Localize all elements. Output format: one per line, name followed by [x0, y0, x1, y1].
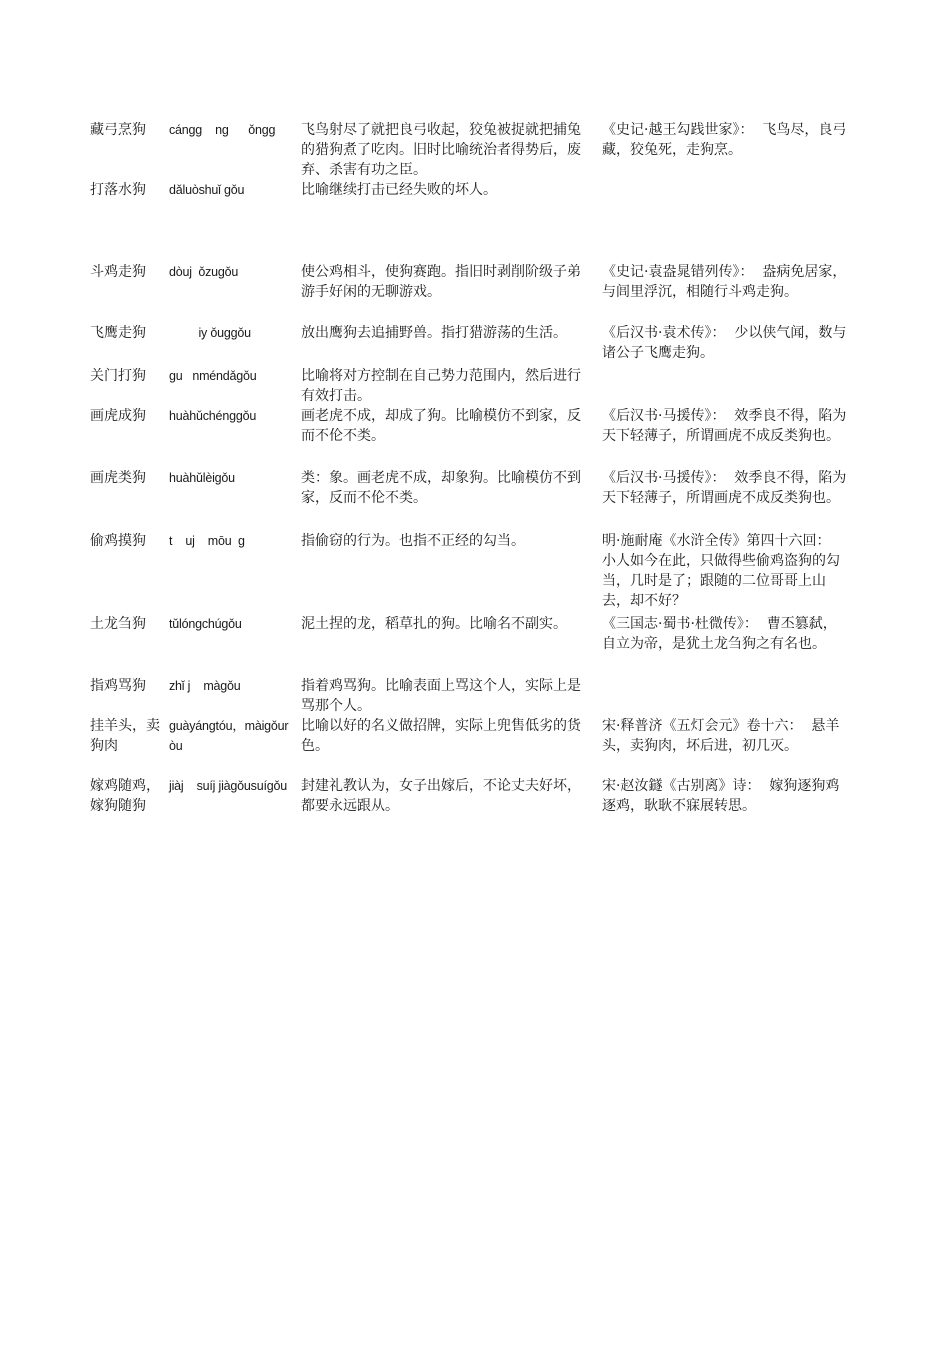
definition-cell: 指偷窃的行为。也指不正经的勾当。 — [301, 533, 525, 549]
pinyin-cell: tǔlóngchúgǒu — [169, 617, 242, 631]
pinyin-cell: guàyángtóu，màigǒuròu — [169, 719, 289, 753]
idiom-cell: 挂羊头，卖狗肉 — [90, 718, 160, 754]
pinyin-cell: dòuj ǒzugǒu — [169, 265, 239, 279]
definition-cell: 比喻以好的名义做招牌，实际上兜售低劣的货色。 — [301, 718, 581, 754]
source-cell: 《后汉书·马援传》： 效季良不得，陷为天下轻薄子，所谓画虎不成反类狗也。 — [602, 470, 847, 506]
idiom-cell: 藏弓烹狗 — [90, 122, 146, 138]
source-cell: 《后汉书·马援传》： 效季良不得，陷为天下轻薄子，所谓画虎不成反类狗也。 — [602, 408, 847, 444]
idiom-cell: 飞鹰走狗 — [90, 325, 146, 341]
definition-cell: 封建礼教认为，女子出嫁后，不论丈夫好坏，都要永远跟从。 — [301, 778, 581, 814]
source-cell: 明·施耐庵《水浒全传》第四十六回： 小人如今在此，只做得些偷鸡盗狗的勾当，几时是了；跟随的二位哥哥上山去，却不好？ — [602, 533, 840, 609]
pinyin-cell: dǎluòshuǐ gǒu — [169, 183, 245, 197]
source-cell: 宋·赵汝鐩《古别离》诗： 嫁狗逐狗鸡逐鸡，耿耿不寐展转思。 — [602, 778, 840, 814]
pinyin-cell: huàhǔchénggǒu — [169, 409, 257, 423]
definition-cell: 指着鸡骂狗。比喻表面上骂这个人，实际上是骂那个人。 — [301, 678, 581, 714]
definition-cell: 放出鹰狗去追捕野兽。指打猎游荡的生活。 — [301, 325, 567, 341]
pinyin-cell: huàhǔlèigǒu — [169, 471, 235, 485]
definition-cell: 比喻继续打击已经失败的坏人。 — [301, 182, 497, 198]
pinyin-cell: t uj mōu g — [169, 534, 245, 548]
idiom-cell: 打落水狗 — [90, 182, 146, 198]
definition-cell: 飞鸟射尽了就把良弓收起，狡兔被捉就把捕兔的猎狗煮了吃肉。旧时比喻统治者得势后，废弃、杀害有功之臣。 — [301, 122, 581, 178]
source-cell: 《后汉书·袁术传》： 少以侠气闻，数与诸公子飞鹰走狗。 — [602, 325, 847, 361]
idiom-cell: 指鸡骂狗 — [90, 678, 146, 694]
definition-cell: 泥土捏的龙，稻草扎的狗。比喻名不副实。 — [301, 616, 567, 632]
idiom-cell: 土龙刍狗 — [90, 616, 146, 632]
idiom-cell: 画虎成狗 — [90, 408, 146, 424]
pinyin-cell: jiàj suíj jiàgǒusuígǒu — [169, 779, 287, 793]
pinyin-cell: zhǐ j màgǒu — [169, 679, 241, 693]
idiom-cell: 嫁鸡随鸡，嫁狗随狗 — [90, 778, 160, 814]
source-cell: 宋·释普济《五灯会元》卷十六： 悬羊头，卖狗肉，坏后进，初几灭。 — [602, 718, 840, 754]
definition-cell: 画老虎不成，却成了狗。比喻模仿不到家，反而不伦不类。 — [301, 408, 581, 444]
definition-cell: 比喻将对方控制在自己势力范围内，然后进行有效打击。 — [301, 368, 581, 404]
pinyin-cell: iy ǒuggǒu — [169, 326, 251, 340]
source-cell: 《三国志·蜀书·杜微传》： 曹丕篡弑，自立为帝，是犹土龙刍狗之有名也。 — [602, 616, 837, 652]
idiom-cell: 关门打狗 — [90, 368, 146, 384]
idiom-cell: 偷鸡摸狗 — [90, 533, 146, 549]
pinyin-cell: cángg ng ǒngg — [169, 123, 276, 137]
source-cell: 《史记·袁盎晁错列传》： 盎病免居家，与闾里浮沉，相随行斗鸡走狗。 — [602, 264, 847, 300]
idiom-cell: 画虎类狗 — [90, 470, 146, 486]
pinyin-cell: gu nméndǎgǒu — [169, 369, 257, 383]
definition-cell: 类：象。画老虎不成，却象狗。比喻模仿不到家，反而不伦不类。 — [301, 470, 581, 506]
idiom-cell: 斗鸡走狗 — [90, 264, 146, 280]
definition-cell: 使公鸡相斗，使狗赛跑。指旧时剥削阶级子弟游手好闲的无聊游戏。 — [301, 264, 581, 300]
source-cell: 《史记·越王勾践世家》： 飞鸟尽，良弓藏，狡兔死，走狗烹。 — [602, 122, 847, 158]
